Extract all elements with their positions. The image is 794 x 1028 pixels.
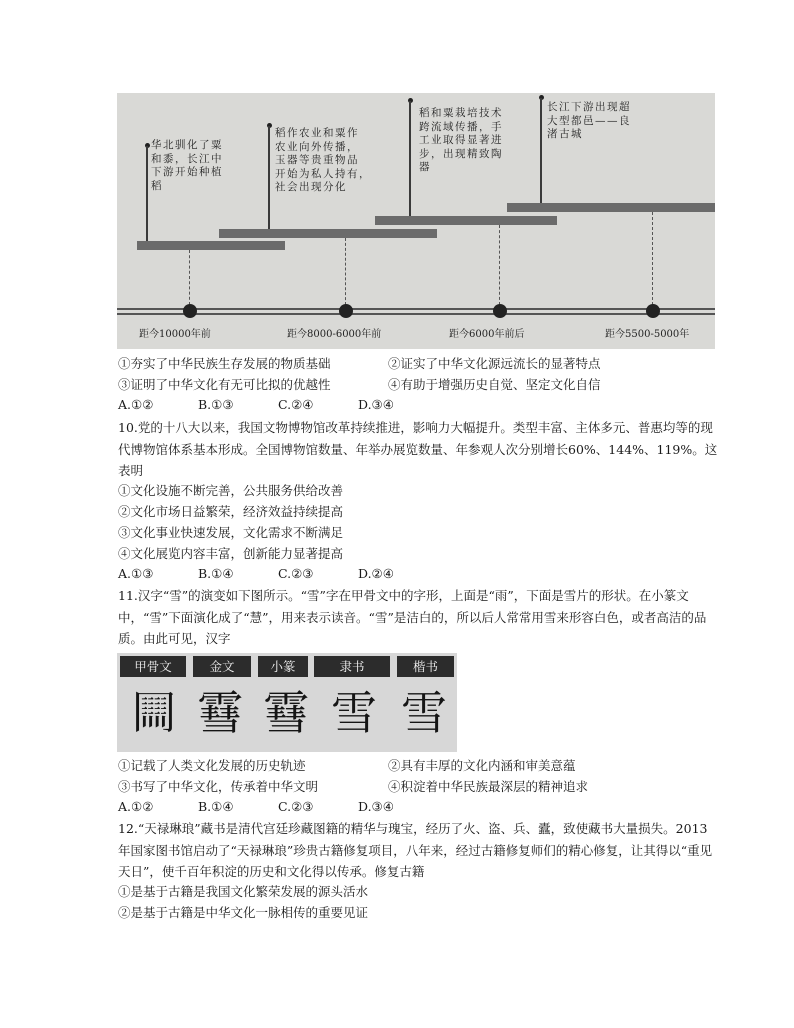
timeline-figure xyxy=(117,93,715,349)
script-tag-oracle-bone: 甲骨文 xyxy=(120,656,186,677)
timeline-label-4: 距今5500-5000年 xyxy=(605,329,690,340)
q12-stem: 12.“天禄琳琅”藏书是清代宫廷珍藏图籍的精华与瑰宝，经历了火、盗、兵、蠹，致使藏书大量损失。2013年国家图书馆启动了“天禄琳琅”珍贵古籍修复项目，八年来，经过古籍修复师们的精心修复，让其得以“重见天日”，使千百年积淀的历史和文化得以传承。修复古籍 xyxy=(118,821,713,879)
q10-item-4: ④文化展览内容丰富，创新能力显著提高 xyxy=(118,546,344,561)
timeline-bar-4 xyxy=(507,203,715,212)
q11-item-4: ④积淀着中华民族最深层的精神追求 xyxy=(388,779,589,794)
q11-item-1: ①记载了人类文化发展的历史轨迹 xyxy=(118,758,306,773)
q12-item-2: ②是基于古籍是中华文化一脉相传的重要见证 xyxy=(118,905,369,920)
q10-choice-b: B.①④ xyxy=(198,566,234,581)
q10-choice-c: C.②③ xyxy=(278,566,314,581)
timeline-dot-4 xyxy=(646,304,660,318)
q11-item-2: ②具有丰厚的文化内涵和审美意蕴 xyxy=(388,758,576,773)
timeline-dash-4 xyxy=(652,212,653,305)
script-tag-bronze: 金文 xyxy=(193,656,251,677)
q10-stem: 10.党的十八大以来，我国文物博物馆改革持续推进，影响力大幅提升。类型丰富、主体多元、普惠均等的现代博物馆体系基本形成。全国博物馆数量、年举办展览数量、年参观人次分别增长60%、144%、119%。这表明 xyxy=(118,420,718,478)
timeline-rail-bottom xyxy=(117,313,715,315)
timeline-bar-3 xyxy=(375,216,557,225)
q9-item-3: ③证明了中华文化有无可比拟的优越性 xyxy=(118,377,331,392)
timeline-dot-2 xyxy=(339,304,353,318)
timeline-label-1: 距今10000年前 xyxy=(139,329,211,340)
script-tag-regular: 楷书 xyxy=(397,656,454,677)
timeline-rail-top xyxy=(117,308,715,310)
glyph-clerical: 雪 xyxy=(331,686,377,740)
q10-item-3: ③文化事业快速发展，文化需求不断满足 xyxy=(118,525,344,540)
timeline-label-2: 距今8000-6000年前 xyxy=(287,329,382,340)
script-evolution-figure xyxy=(117,653,457,752)
script-tag-small-seal: 小篆 xyxy=(258,656,308,677)
q9-choice-b: B.①③ xyxy=(198,397,234,412)
timeline-dash-1 xyxy=(189,250,190,305)
timeline-bar-1 xyxy=(137,241,285,250)
q11-choice-c: C.②③ xyxy=(278,799,314,814)
timeline-stem-4 xyxy=(540,98,542,204)
q11-choice-a: A.①② xyxy=(118,799,154,814)
q11-item-3: ③书写了中华文化，传承着中华文明 xyxy=(118,779,319,794)
q9-item-4: ④有助于增强历史自觉、坚定文化自信 xyxy=(388,377,601,392)
glyph-small-seal: 䨮 xyxy=(263,686,309,740)
timeline-bar-2 xyxy=(219,229,437,238)
q9-choice-c: C.②④ xyxy=(278,397,314,412)
timeline-event-4: 长江下游出现超 大型都邑——良 渚古城 xyxy=(547,101,631,140)
timeline-dash-2 xyxy=(345,238,346,305)
glyph-bronze: 䨮 xyxy=(197,686,243,740)
timeline-event-2: 稻作农业和粟作 农业向外传播， 玉器等贵重物品 开始为私人持有， 社会出现分化 xyxy=(275,127,371,193)
q11-choice-b: B.①④ xyxy=(198,799,234,814)
script-tag-clerical: 隶书 xyxy=(314,656,390,677)
q11-stem: 11.汉字“雪”的演变如下图所示。“雪”字在甲骨文中的字形，上面是“雨”，下面是雪片的形状。在小篆文中，“雪”下面演化成了“慧”，用来表示读音。“雪”是洁白的，所以后人常常用雪来形容白色，或者高洁的品质。由此可见，汉字 xyxy=(118,588,707,646)
q10-item-2: ②文化市场日益繁荣，经济效益持续提高 xyxy=(118,504,344,519)
timeline-dot-3 xyxy=(493,304,507,318)
glyph-oracle-bone: 𠕲 xyxy=(131,686,177,740)
timeline-stem-1 xyxy=(146,146,148,242)
timeline-event-3: 稻和粟栽培技术 跨流域传播，手 工业取得显著进 步，出现精致陶 器 xyxy=(419,107,503,173)
q10-choice-a: A.①③ xyxy=(118,566,154,581)
q10-item-1: ①文化设施不断完善，公共服务供给改善 xyxy=(118,483,344,498)
timeline-event-1: 华北驯化了粟 和黍，长江中 下游开始种植 稻 xyxy=(151,139,223,192)
timeline-stem-2 xyxy=(268,126,270,230)
q9-choice-d: D.③④ xyxy=(358,397,394,412)
q12-item-1: ①是基于古籍是我国文化繁荣发展的源头活水 xyxy=(118,884,369,899)
q9-choice-a: A.①② xyxy=(118,397,154,412)
q9-item-1: ①夯实了中华民族生存发展的物质基础 xyxy=(118,356,331,371)
timeline-stem-3 xyxy=(409,101,411,217)
timeline-dash-3 xyxy=(499,225,500,305)
q10-choice-d: D.②④ xyxy=(358,566,394,581)
glyph-regular: 雪 xyxy=(401,686,447,740)
q11-choice-d: D.③④ xyxy=(358,799,394,814)
q9-item-2: ②证实了中华文化源远流长的显著特点 xyxy=(388,356,601,371)
timeline-dot-1 xyxy=(183,304,197,318)
timeline-label-3: 距今6000年前后 xyxy=(449,329,525,340)
